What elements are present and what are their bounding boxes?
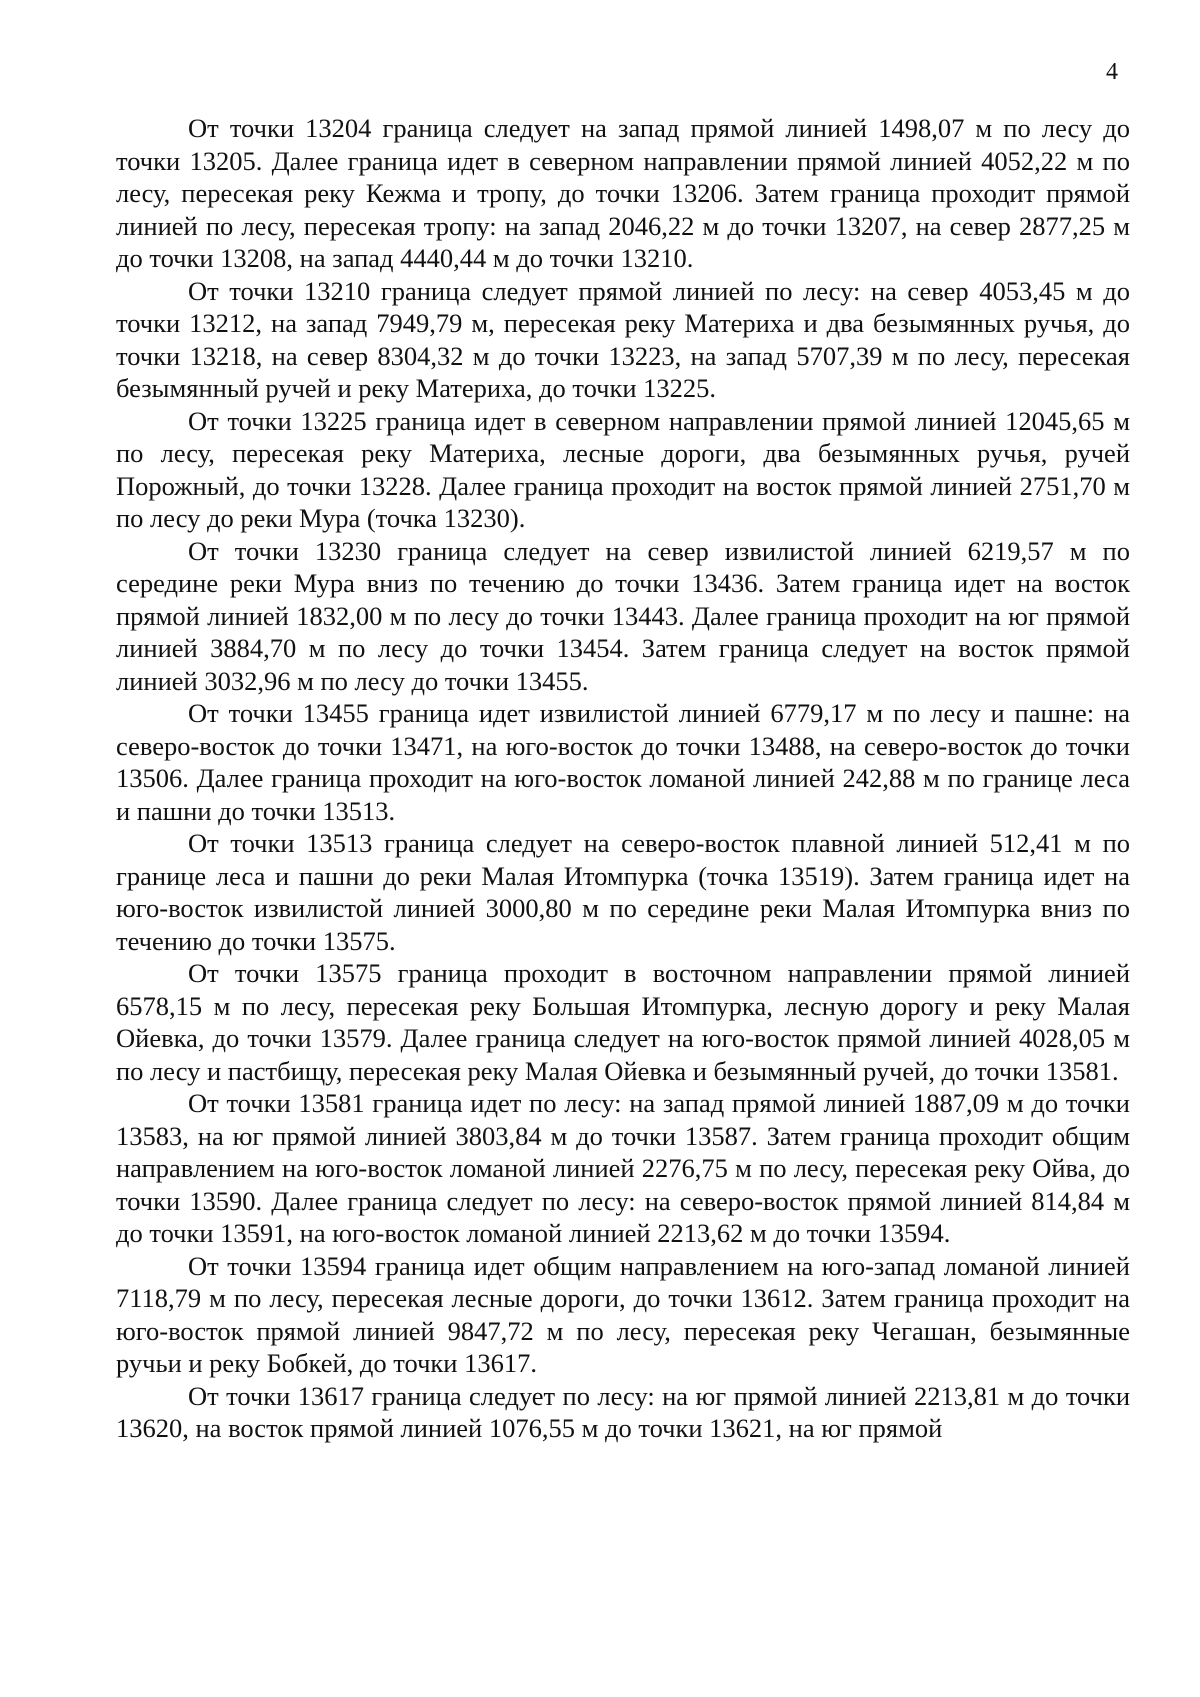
paragraph-4: От точки 13230 граница следует на север извилистой линией 6219,57 м по середине реки Мура вниз по течению до точки 13436. Затем граница идет на восток прямой линией 1832,00 м по лесу до точки 13443. Далее граница проходит на юг прямой линией 3884,70 м по лесу до точки 13454. Затем граница следует на восток прямой линией 3032,96 м по лесу до точки 13455. xyxy=(116,535,1130,696)
paragraph-1: От точки 13204 граница следует на запад прямой линией 1498,07 м по лесу до точки 13205. Далее граница идет в северном направлении прямой линией 4052,22 м по лесу, пересекая реку Кежма и тропу, до точки 13206. Затем граница проходит прямой линией по лесу, пересекая тропу: на запад 2046,22 м до точки 13207, на север 2877,25 м до точки 13208, на запад 4440,44 м до точки 13210. xyxy=(116,113,1130,273)
paragraph-3: От точки 13225 граница идет в северном направлении прямой линией 12045,65 м по лесу, пересекая реку Материха, лесные дороги, два безымянных ручья, ручей Порожный, до точки 13228. Далее граница проходит на восток прямой линией 2751,70 м по лесу до реки Мура (точка 13230). xyxy=(116,405,1130,533)
paragraph-10: От точки 13617 граница следует по лесу: на юг прямой линией 2213,81 м до точки 13620, на восток прямой линией 1076,55 м до точки 13621, на юг прямой xyxy=(116,1380,1130,1443)
paragraph-6: От точки 13513 граница следует на северо-восток плавной линией 512,41 м по границе леса и пашни до реки Малая Итомпурка (точка 13519). Затем граница идет на юго-восток извилистой линией 3000,80 м по середине реки Малая Итомпурка вниз по течению до точки 13575. xyxy=(116,828,1130,956)
paragraph-2: От точки 13210 граница следует прямой линией по лесу: на север 4053,45 м до точки 13212, на запад 7949,79 м, пересекая реку Материха и два безымянных ручья, до точки 13218, на север 8304,32 м до точки 13223, на запад 5707,39 м по лесу, пересекая безымянный ручей и реку Материха, до точки 13225. xyxy=(116,275,1130,403)
document-body xyxy=(116,112,1130,1445)
paragraph-8: От точки 13581 граница идет по лесу: на запад прямой линией 1887,09 м до точки 13583, на юг прямой линией 3803,84 м до точки 13587. Затем граница проходит общим направлением на юго-восток ломаной линией 2276,75 м по лесу, пересекая реку Ойва, до точки 13590. Далее граница следует по лесу: на северо-восток прямой линией 814,84 м до точки 13591, на юго-восток ломаной линией 2213,62 м до точки 13594. xyxy=(116,1088,1130,1248)
paragraph-7: От точки 13575 граница проходит в восточном направлении прямой линией 6578,15 м по лесу, пересекая реку Большая Итомпурка, лесную дорогу и реку Малая Ойевка, до точки 13579. Далее граница следует на юго-восток прямой линией 4028,05 м по лесу и пастбищу, пересекая реку Малая Ойевка и безымянный ручей, до точки 13581. xyxy=(116,958,1130,1086)
paragraph-5: От точки 13455 граница идет извилистой линией 6779,17 м по лесу и пашне: на северо-восток до точки 13471, на юго-восток до точки 13488, на северо-восток до точки 13506. Далее граница проходит на юго-восток ломаной линией 242,88 м по границе леса и пашни до точки 13513. xyxy=(116,698,1130,826)
page-number: 4 xyxy=(1106,59,1118,85)
paragraph-9: От точки 13594 граница идет общим направлением на юго-запад ломаной линией 7118,79 м по лесу, пересекая лесные дороги, до точки 13612. Затем граница проходит на юго-восток прямой линией 9847,72 м по лесу, пересекая реку Чегашан, безымянные ручьи и реку Бобкей, до точки 13617. xyxy=(116,1250,1130,1378)
